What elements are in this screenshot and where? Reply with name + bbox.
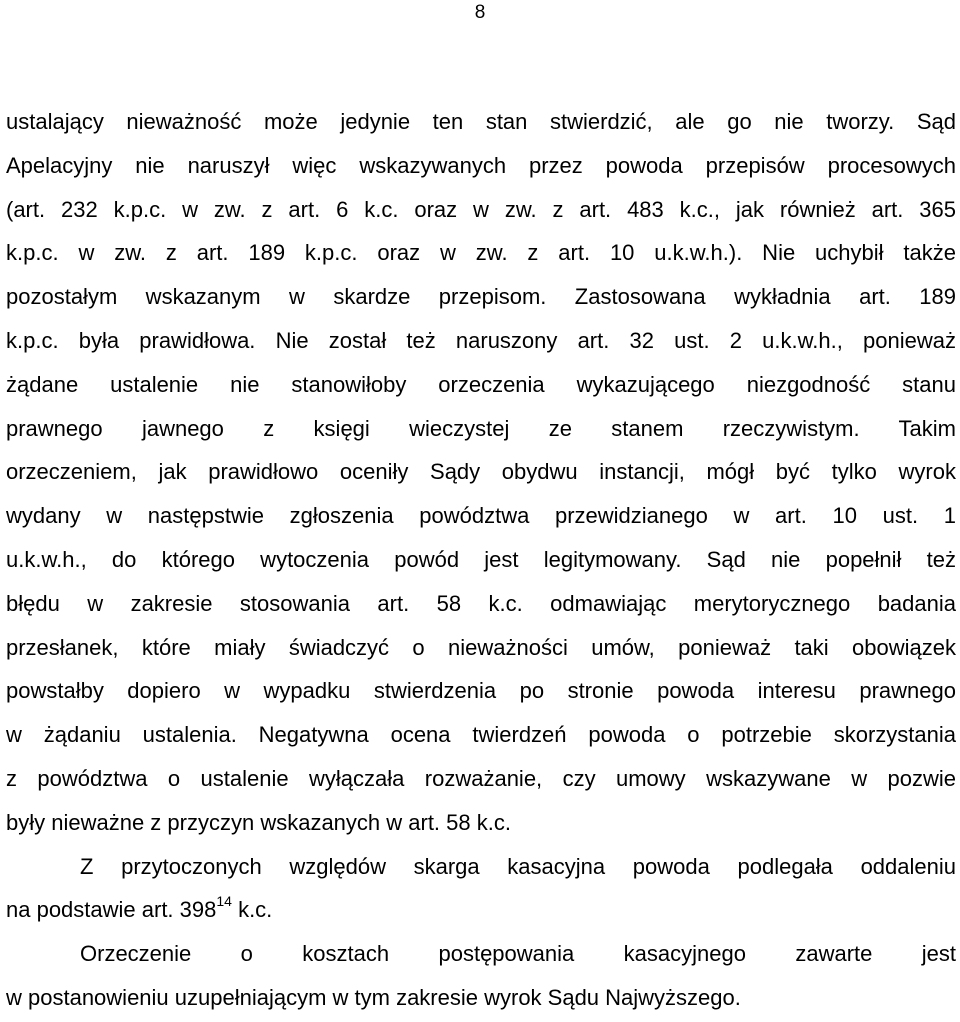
text-fragment: k.c. <box>231 897 273 923</box>
text-line <box>6 888 956 932</box>
text-line: pozostałym wskazanym w skardze przepisom. Zastosowana wykładnia art. 189 <box>6 284 956 310</box>
text-line: przesłanek, które miały świadczyć o nieważności umów, ponieważ taki obowiązek <box>6 634 956 660</box>
text-line: błędu w zakresie stosowania art. 58 k.c. odmawiając merytorycznego badania <box>6 590 956 616</box>
page-number: 8 <box>474 2 486 23</box>
text-line: żądane ustalenie nie stanowiłoby orzeczenia wykazującego niezgodność stanu <box>6 371 956 397</box>
text-line: powstałby dopiero w wypadku stwierdzenia po stronie powoda interesu prawnego <box>6 678 956 704</box>
paragraph-1 <box>6 100 956 845</box>
text-line: k.p.c. była prawidłowa. Nie został też naruszony art. 32 ust. 2 u.k.w.h., ponieważ <box>6 327 956 353</box>
text-line: z powództwa o ustalenie wyłączała rozważanie, czy umowy wskazywane w pozwie <box>6 765 956 791</box>
text-line: Orzeczenie o kosztach postępowania kasacyjnego zawarte jest <box>80 941 956 967</box>
text-fragment: na podstawie art. 398 <box>6 897 217 923</box>
text-line: były nieważne z przyczyn wskazanych w art. 58 k.c. <box>6 809 511 835</box>
text-line: w żądaniu ustalenia. Negatywna ocena twierdzeń powoda o potrzebie skorzystania <box>6 722 956 748</box>
text-line: prawnego jawnego z księgi wieczystej ze stanem rzeczywistym. Takim <box>6 415 956 441</box>
document-body <box>6 100 956 1020</box>
text-line: (art. 232 k.p.c. w zw. z art. 6 k.c. oraz w zw. z art. 483 k.c., jak również art. 365 <box>6 196 956 222</box>
text-line: Z przytoczonych względów skarga kasacyjna powoda podlegała oddaleniu <box>80 853 956 879</box>
text-line: w postanowieniu uzupełniającym w tym zakresie wyrok Sądu Najwyższego. <box>6 984 741 1010</box>
text-line: wydany w następstwie zgłoszenia powództwa przewidzianego w art. 10 ust. 1 <box>6 503 956 529</box>
superscript-number: 14 <box>216 893 232 910</box>
text-line: k.p.c. w zw. z art. 189 k.p.c. oraz w zw. z art. 10 u.k.w.h.). Nie uchybił także <box>6 240 956 266</box>
paragraph-2 <box>6 845 956 933</box>
paragraph-3 <box>6 932 956 1020</box>
text-line: u.k.w.h., do którego wytoczenia powód jest legitymowany. Sąd nie popełnił też <box>6 546 956 572</box>
text-line: ustalający nieważność może jedynie ten stan stwierdzić, ale go nie tworzy. Sąd <box>6 109 956 134</box>
text-line: orzeczeniem, jak prawidłowo oceniły Sądy obydwu instancji, mógł być tylko wyrok <box>6 459 956 485</box>
text-line: Apelacyjny nie naruszył więc wskazywanych przez powoda przepisów procesowych <box>6 152 956 178</box>
